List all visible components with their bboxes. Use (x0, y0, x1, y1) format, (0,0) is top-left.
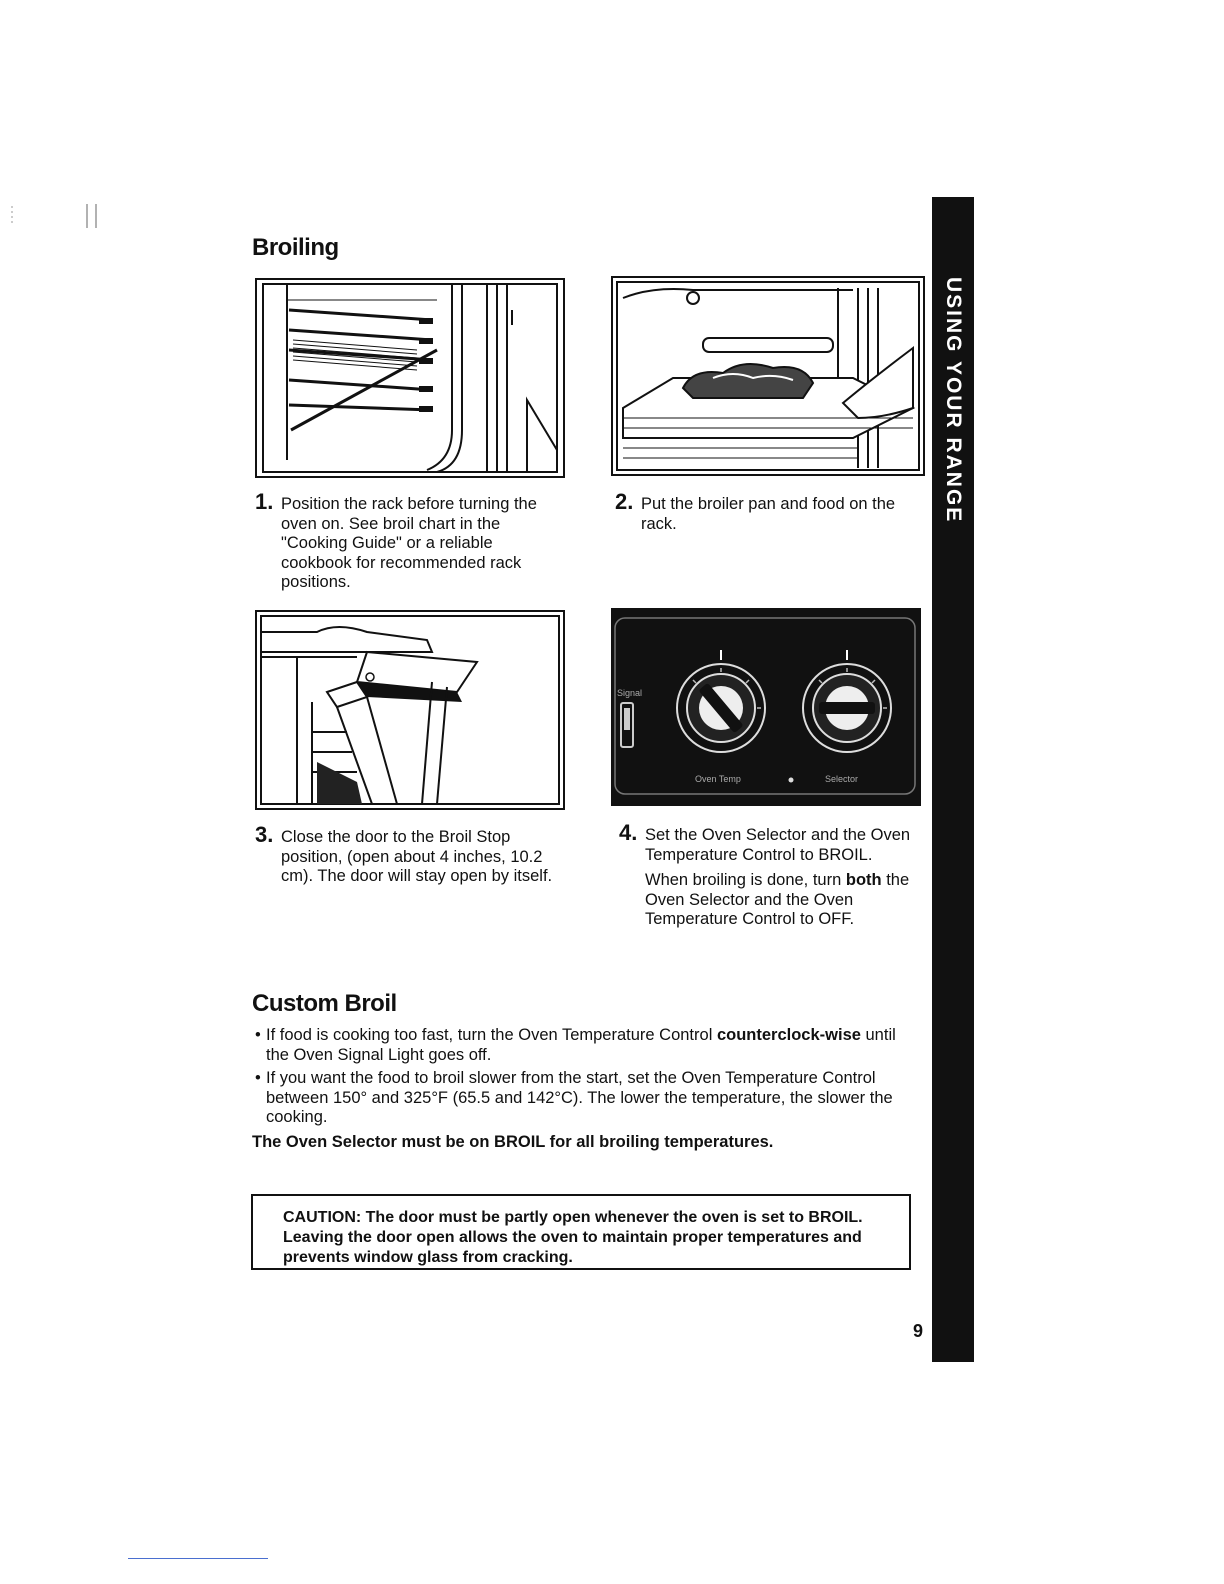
oven-temp-label: Oven Temp (695, 774, 741, 784)
figure-rack-position (255, 278, 565, 478)
step-2 (615, 489, 925, 534)
step-4-note: When broiling is done, turn both the Oven Selector and the Oven Temperature Control to OFF. (645, 871, 910, 928)
custom-broil-list (255, 1026, 908, 1132)
step-2-number: 2. (615, 489, 634, 514)
signal-label: Signal (617, 688, 643, 698)
oven-door-illustration (257, 612, 563, 808)
step-3-text: Close the door to the Broil Stop position, (open about 4 inches, 10.2 cm). The door will stay open by itself. (281, 828, 553, 885)
bullet-counterclockwise: • If food is cooking too fast, turn the Oven Temperature Control counterclock-wise until the Oven Signal Light goes off. (255, 1026, 896, 1064)
caution-text: CAUTION: The door must be partly open whenever the oven is set to BROIL. Leaving the door open allows the oven to maintain proper temperatures and prevents window glass from cracking. (283, 1209, 863, 1266)
bullet-temperature-range: • If you want the food to broil slower from the start, set the Oven Temperature Control between 150° and 325°F (65.5 and 142°C). The lower the temperature, the slower the cooking. (255, 1069, 893, 1126)
step-1-number: 1. (255, 489, 274, 514)
page-number: 9 (913, 1321, 924, 1341)
broiling-title: Broiling (252, 234, 339, 261)
scan-marks (10, 202, 120, 230)
step-4-text: Set the Oven Selector and the Oven Temperature Control to BROIL. (645, 826, 911, 864)
custom-broil-title: Custom Broil (252, 990, 397, 1017)
selector-note: The Oven Selector must be on BROIL for all broiling temperatures. (252, 1133, 774, 1151)
figure-door-broil-stop (255, 610, 565, 810)
step-4-number: 4. (619, 820, 638, 845)
rack-illustration (257, 280, 563, 476)
footer-line (128, 1558, 268, 1559)
step-1 (255, 489, 565, 593)
selector-label: Selector (825, 774, 859, 784)
step-3-number: 3. (255, 822, 274, 847)
figure-control-panel (611, 608, 921, 806)
step-2-text: Put the broiler pan and food on the rack. (641, 495, 896, 533)
figure-broiler-pan (611, 276, 925, 476)
caution-box (251, 1194, 911, 1270)
step-4 (619, 820, 915, 936)
side-tab-label: USING YOUR RANGE (942, 277, 965, 524)
side-tab (932, 197, 974, 1362)
control-panel-illustration (611, 608, 921, 806)
step-3 (255, 822, 555, 887)
step-1-text: Position the rack before turning the oven on. See broil chart in the "Cooking Guide" or a reliable cookbook for recommended rack positions. (281, 495, 537, 591)
broiler-pan-illustration (613, 278, 923, 474)
